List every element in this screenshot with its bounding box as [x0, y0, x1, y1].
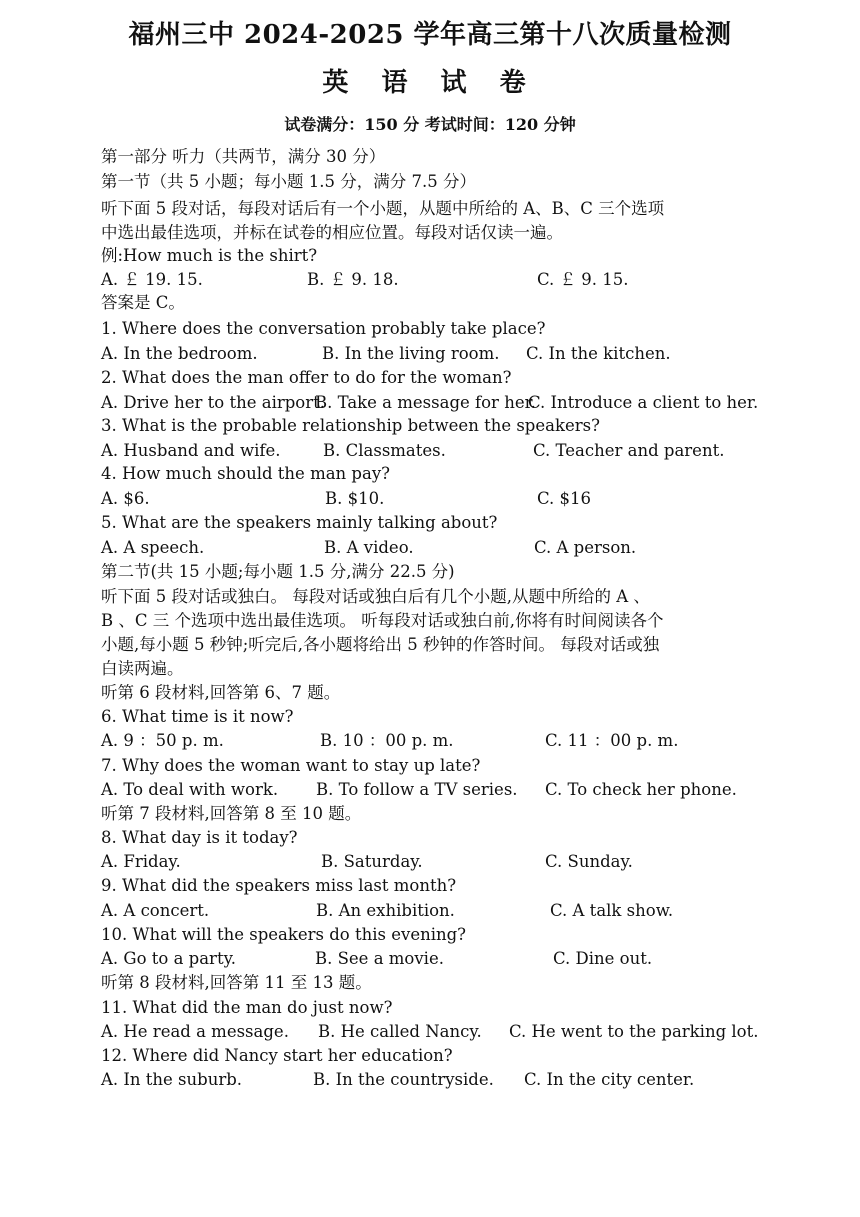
- q3-option-c: C. Teacher and parent.: [533, 441, 725, 460]
- q9-option-c: C. A talk show.: [550, 901, 674, 920]
- q12-option-a: A. In the suburb.: [101, 1070, 243, 1089]
- q8-option-a: A. Friday.: [101, 852, 181, 871]
- section1-heading: 第一节（共 5 小题；每小题 1.5 分，满分 7.5 分）: [101, 172, 476, 191]
- question-6: 6. What time is it now?: [101, 707, 294, 726]
- question-10: 10. What will the speakers do this evening?: [101, 925, 467, 944]
- section2-instruction-line: 小题,每小题 5 秒钟;听完后,各小题将给出 5 秒钟的作答时间。 每段对话或独: [101, 635, 660, 654]
- section2-instruction-line: 白读两遍。: [101, 659, 184, 678]
- section2-heading: 第二节(共 15 小题;每小题 1.5 分,满分 22.5 分): [101, 562, 455, 581]
- q6-option-b: B. 10 ：00 p. m.: [320, 731, 454, 750]
- q4-option-a: A. $6.: [101, 489, 150, 508]
- q10-option-c: C. Dine out.: [553, 949, 653, 968]
- section1-instruction-line: 中选出最佳选项，并标在试卷的相应位置。每段对话仅读一遍。: [101, 223, 563, 242]
- question-2: 2. What does the man offer to do for the woman?: [101, 368, 512, 387]
- material-note-6: 听第 6 段材料,回答第 6、7 题。: [101, 683, 341, 702]
- q12-option-b: B. In the countryside.: [313, 1070, 494, 1089]
- question-8: 8. What day is it today?: [101, 828, 298, 847]
- question-1: 1. Where does the conversation probably take place?: [101, 319, 546, 338]
- example-option-b: B. ￡ 9. 18.: [307, 270, 399, 289]
- q2-option-c: C. Introduce a client to her.: [528, 393, 759, 412]
- question-3: 3. What is the probable relationship between the speakers?: [101, 416, 600, 435]
- q9-option-a: A. A concert.: [101, 901, 210, 920]
- section2-instruction-line: B 、C 三 个选项中选出最佳选项。 听每段对话或独白前,你将有时间阅读各个: [101, 611, 664, 630]
- question-12: 12. Where did Nancy start her education?: [101, 1046, 453, 1065]
- q6-option-c: C. 11 ：00 p. m.: [545, 731, 679, 750]
- q8-option-b: B. Saturday.: [321, 852, 423, 871]
- question-11: 11. What did the man do just now?: [101, 998, 393, 1017]
- section2-instruction-line: 听下面 5 段对话或独白。 每段对话或独白后有几个小题,从题中所给的 A 、: [101, 587, 650, 606]
- q2-option-a: A. Drive her to the airport.: [101, 393, 325, 412]
- q1-option-c: C. In the kitchen.: [526, 344, 671, 363]
- q8-option-c: C. Sunday.: [545, 852, 633, 871]
- exam-title: 福州三中 2024-2025 学年高三第十八次质量检测: [128, 20, 732, 50]
- question-5: 5. What are the speakers mainly talking about?: [101, 513, 498, 532]
- example-answer: 答案是 C。: [101, 293, 185, 312]
- question-4: 4. How much should the man pay?: [101, 464, 390, 483]
- example-question: 例:How much is the shirt?: [101, 246, 318, 265]
- q7-option-c: C. To check her phone.: [545, 780, 737, 799]
- q1-option-a: A. In the bedroom.: [101, 344, 258, 363]
- question-7: 7. Why does the woman want to stay up late?: [101, 756, 481, 775]
- q3-option-b: B. Classmates.: [323, 441, 446, 460]
- q10-option-a: A. Go to a party.: [101, 949, 236, 968]
- example-option-a: A. ￡ 19. 15.: [101, 270, 203, 289]
- exam-subtitle: 英 语 试 卷: [322, 68, 538, 98]
- q3-option-a: A. Husband and wife.: [101, 441, 281, 460]
- q11-option-b: B. He called Nancy.: [318, 1022, 482, 1041]
- part1-heading: 第一部分 听力（共两节，满分 30 分）: [101, 147, 386, 166]
- q5-option-a: A. A speech.: [101, 538, 205, 557]
- q7-option-b: B. To follow a TV series.: [316, 780, 518, 799]
- q5-option-b: B. A video.: [324, 538, 414, 557]
- q12-option-c: C. In the city center.: [524, 1070, 695, 1089]
- q9-option-b: B. An exhibition.: [316, 901, 455, 920]
- q5-option-c: C. A person.: [534, 538, 637, 557]
- q6-option-a: A. 9 ：50 p. m.: [101, 731, 224, 750]
- exam-info: 试卷满分：150 分 考试时间：120 分钟: [284, 115, 576, 134]
- q4-option-c: C. $16: [537, 489, 592, 508]
- q10-option-b: B. See a movie.: [315, 949, 444, 968]
- material-note-7: 听第 7 段材料,回答第 8 至 10 题。: [101, 804, 362, 823]
- example-option-c: C. ￡ 9. 15.: [537, 270, 629, 289]
- q2-option-b: B. Take a message for her.: [315, 393, 536, 412]
- material-note-8: 听第 8 段材料,回答第 11 至 13 题。: [101, 973, 372, 992]
- q11-option-c: C. He went to the parking lot.: [509, 1022, 759, 1041]
- q7-option-a: A. To deal with work.: [101, 780, 279, 799]
- q4-option-b: B. $10.: [325, 489, 385, 508]
- q1-option-b: B. In the living room.: [322, 344, 500, 363]
- section1-instruction-line: 听下面 5 段对话，每段对话后有一个小题，从题中所给的 A、B、C 三个选项: [101, 199, 665, 218]
- q11-option-a: A. He read a message.: [101, 1022, 289, 1041]
- question-9: 9. What did the speakers miss last month?: [101, 876, 457, 895]
